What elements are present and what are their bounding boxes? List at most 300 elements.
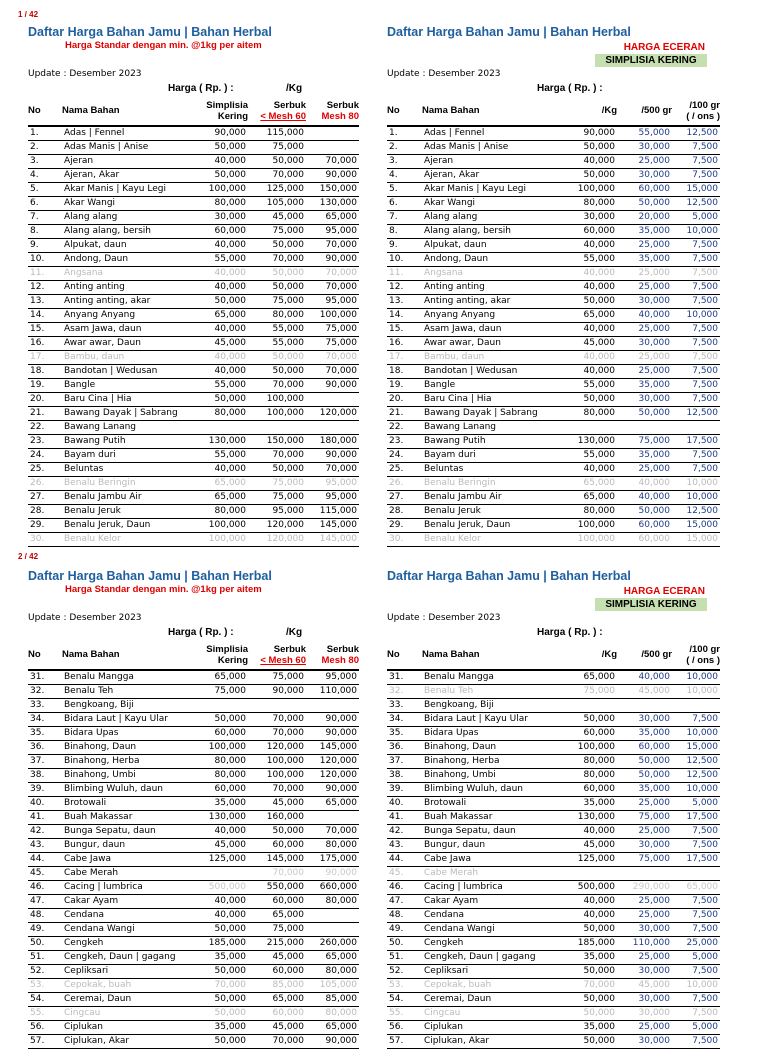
cell-s80: 120,000 [306, 755, 359, 769]
cell-no: 46. [387, 881, 422, 895]
cell-s60: 100,000 [248, 755, 306, 769]
cell-g100: 12,500 [672, 505, 720, 519]
cell-nama: Anting anting, akar [62, 295, 196, 309]
cell-g500: 75,000 [617, 853, 672, 867]
table-row [387, 713, 720, 727]
harga-header: Harga ( Rp. ) : [168, 83, 234, 94]
cell-nama: Bengkoang, Biji [62, 699, 196, 713]
cell-s60: 215,000 [248, 937, 306, 951]
table-row [387, 295, 720, 309]
cell-nama: Awar awar, Daun [422, 337, 562, 351]
cell-kg: 50,000 [562, 993, 617, 1007]
cell-s60: 75,000 [248, 225, 306, 239]
cell-nama: Ciplukan, Akar [422, 1035, 562, 1049]
col-header-serbuk60: Serbuk < Mesh 60 [248, 640, 306, 670]
table-row [28, 769, 359, 783]
cell-simplisia: 40,000 [196, 351, 248, 365]
cell-kg: 185,000 [562, 937, 617, 951]
cell-g500: 35,000 [617, 225, 672, 239]
table-row [28, 197, 359, 211]
cell-no: 48. [387, 909, 422, 923]
cell-kg: 40,000 [562, 365, 617, 379]
cell-g500: 25,000 [617, 825, 672, 839]
cell-simplisia: 40,000 [196, 239, 248, 253]
cell-g500: 40,000 [617, 670, 672, 685]
cell-g100: 7,500 [672, 351, 720, 365]
cell-s60: 120,000 [248, 741, 306, 755]
table-row [387, 155, 720, 169]
cell-no: 9. [387, 239, 422, 253]
table-row [28, 811, 359, 825]
cell-g100: 7,500 [672, 895, 720, 909]
cell-no: 49. [387, 923, 422, 937]
cell-no: 46. [28, 881, 62, 895]
col-header-no: No [28, 96, 62, 126]
right-price-panel [387, 569, 729, 1046]
cell-simplisia: 60,000 [196, 783, 248, 797]
cell-s80: 70,000 [306, 825, 359, 839]
cell-simplisia: 130,000 [196, 435, 248, 449]
cell-s80: 180,000 [306, 435, 359, 449]
cell-no: 12. [387, 281, 422, 295]
cell-s80: 115,000 [306, 505, 359, 519]
cell-s60: 45,000 [248, 211, 306, 225]
cell-simplisia: 40,000 [196, 909, 248, 923]
cell-g100: 7,500 [672, 993, 720, 1007]
table-row [28, 365, 359, 379]
cell-simplisia: 40,000 [196, 323, 248, 337]
cell-kg: 40,000 [562, 463, 617, 477]
table-row [387, 379, 720, 393]
cell-nama: Benalu Jeruk [422, 505, 562, 519]
cell-simplisia: 50,000 [196, 169, 248, 183]
cell-nama: Bawang Lanang [422, 421, 562, 435]
cell-kg: 100,000 [562, 533, 617, 547]
cell-no: 16. [28, 337, 62, 351]
cell-no: 52. [28, 965, 62, 979]
cell-no: 27. [387, 491, 422, 505]
table-row [387, 281, 720, 295]
cell-kg: 40,000 [562, 351, 617, 365]
cell-nama: Cabe Merah [62, 867, 196, 881]
table-row [28, 351, 359, 365]
cell-nama: Benalu Jambu Air [422, 491, 562, 505]
table-row [28, 670, 359, 685]
cell-no: 8. [387, 225, 422, 239]
cell-g100: 15,000 [672, 183, 720, 197]
cell-s60: 50,000 [248, 825, 306, 839]
cell-no: 2. [387, 141, 422, 155]
cell-s80: 70,000 [306, 351, 359, 365]
table-row [387, 365, 720, 379]
cell-simplisia: 80,000 [196, 755, 248, 769]
table-row [28, 965, 359, 979]
cell-no: 5. [28, 183, 62, 197]
cell-g500: 30,000 [617, 393, 672, 407]
cell-kg: 50,000 [562, 1035, 617, 1049]
cell-simplisia [196, 421, 248, 435]
cell-nama: Andong, Daun [62, 253, 196, 267]
cell-s80: 110,000 [306, 685, 359, 699]
cell-nama: Benalu Mangga [422, 670, 562, 685]
cell-s60: 45,000 [248, 797, 306, 811]
cell-simplisia: 55,000 [196, 449, 248, 463]
cell-g100: 7,500 [672, 1035, 720, 1049]
cell-simplisia: 65,000 [196, 491, 248, 505]
cell-nama: Binahong, Herba [422, 755, 562, 769]
table-row [387, 825, 720, 839]
cell-simplisia: 40,000 [196, 895, 248, 909]
cell-kg: 40,000 [562, 155, 617, 169]
cell-nama: Cingcau [62, 1007, 196, 1021]
table-row [387, 449, 720, 463]
cell-no: 38. [387, 769, 422, 783]
cell-g100: 7,500 [672, 155, 720, 169]
cell-simplisia: 80,000 [196, 197, 248, 211]
cell-s80: 95,000 [306, 225, 359, 239]
cell-no: 31. [28, 670, 62, 685]
col-header-nama: Nama Bahan [422, 640, 562, 670]
cell-simplisia: 35,000 [196, 1021, 248, 1035]
table-row [28, 253, 359, 267]
cell-nama: Binahong, Daun [62, 741, 196, 755]
cell-s80: 80,000 [306, 1007, 359, 1021]
cell-simplisia: 65,000 [196, 309, 248, 323]
cell-nama: Ceremai, Daun [422, 993, 562, 1007]
cell-nama: Benalu Kelor [62, 533, 196, 547]
cell-kg: 40,000 [562, 825, 617, 839]
table-row [387, 853, 720, 867]
cell-nama: Cengkeh, Daun | gagang [62, 951, 196, 965]
cell-simplisia: 100,000 [196, 741, 248, 755]
cell-no: 18. [387, 365, 422, 379]
cell-nama: Bungur, daun [422, 839, 562, 853]
cell-g500: 35,000 [617, 449, 672, 463]
cell-nama: Asam Jawa, daun [422, 323, 562, 337]
cell-g100: 7,500 [672, 141, 720, 155]
cell-g500: 30,000 [617, 295, 672, 309]
cell-nama: Anting anting [422, 281, 562, 295]
cell-simplisia: 50,000 [196, 295, 248, 309]
table-row [387, 351, 720, 365]
col-header-simplisia: Simplisia Kering [196, 640, 248, 670]
table-row [28, 239, 359, 253]
price-table-right [387, 96, 720, 547]
cell-g100: 10,000 [672, 670, 720, 685]
cell-no: 17. [28, 351, 62, 365]
cell-simplisia: 50,000 [196, 923, 248, 937]
cell-nama: Benalu Beringin [422, 477, 562, 491]
cell-g500 [617, 699, 672, 713]
table-row [28, 126, 359, 141]
col-header-500gr: /500 gr [617, 640, 672, 670]
cell-g100: 17,500 [672, 435, 720, 449]
cell-simplisia: 35,000 [196, 797, 248, 811]
cell-nama: Ciplukan [62, 1021, 196, 1035]
cell-g100: 5,000 [672, 951, 720, 965]
cell-s80 [306, 811, 359, 825]
cell-simplisia: 65,000 [196, 477, 248, 491]
cell-no: 38. [28, 769, 62, 783]
cell-g500: 45,000 [617, 979, 672, 993]
cell-nama: Anting anting [62, 281, 196, 295]
cell-nama: Ajeran, Akar [422, 169, 562, 183]
cell-no: 10. [387, 253, 422, 267]
cell-kg: 55,000 [562, 379, 617, 393]
col-header-simplisia: Simplisia Kering [196, 96, 248, 126]
cell-kg: 500,000 [562, 881, 617, 895]
table-row [387, 267, 720, 281]
cell-simplisia: 185,000 [196, 937, 248, 951]
cell-nama: Andong, Daun [422, 253, 562, 267]
cell-s80 [306, 421, 359, 435]
cell-s60: 55,000 [248, 337, 306, 351]
table-row [28, 323, 359, 337]
cell-simplisia: 100,000 [196, 519, 248, 533]
cell-s60: 100,000 [248, 393, 306, 407]
cell-simplisia: 500,000 [196, 881, 248, 895]
cell-s60: 70,000 [248, 169, 306, 183]
cell-s60: 90,000 [248, 685, 306, 699]
simplisia-kering-badge: SIMPLISIA KERING [595, 598, 707, 611]
cell-nama: Bayam duri [422, 449, 562, 463]
cell-no: 17. [387, 351, 422, 365]
cell-kg [562, 867, 617, 881]
cell-nama: Bayam duri [62, 449, 196, 463]
cell-s60: 150,000 [248, 435, 306, 449]
cell-s60: 160,000 [248, 811, 306, 825]
panel-title: Daftar Harga Bahan Jamu | Bahan Herbal [387, 25, 631, 39]
cell-g100: 7,500 [672, 365, 720, 379]
table-row [387, 169, 720, 183]
cell-nama: Bandotan | Wedusan [422, 365, 562, 379]
cell-s60: 75,000 [248, 923, 306, 937]
cell-simplisia: 40,000 [196, 155, 248, 169]
cell-no: 48. [28, 909, 62, 923]
cell-s60: 70,000 [248, 253, 306, 267]
cell-nama: Bidara Laut | Kayu Ular [62, 713, 196, 727]
table-row [387, 126, 720, 141]
table-row [387, 811, 720, 825]
cell-g100: 7,500 [672, 1007, 720, 1021]
cell-g100: 7,500 [672, 379, 720, 393]
cell-no: 57. [387, 1035, 422, 1049]
cell-nama: Buah Makassar [62, 811, 196, 825]
table-row [387, 769, 720, 783]
cell-kg: 50,000 [562, 965, 617, 979]
cell-nama: Binahong, Umbi [62, 769, 196, 783]
cell-kg: 50,000 [562, 1007, 617, 1021]
cell-g100: 65,000 [672, 881, 720, 895]
cell-kg: 35,000 [562, 1021, 617, 1035]
cell-g500: 35,000 [617, 253, 672, 267]
table-row [387, 965, 720, 979]
col-header-serbuk80: Serbuk Mesh 80 [306, 96, 359, 126]
cell-nama: Bidara Laut | Kayu Ular [422, 713, 562, 727]
cell-nama: Cendana [62, 909, 196, 923]
cell-kg: 80,000 [562, 197, 617, 211]
cell-simplisia: 60,000 [196, 727, 248, 741]
table-row [28, 309, 359, 323]
cell-nama: Benalu Beringin [62, 477, 196, 491]
cell-g500: 60,000 [617, 183, 672, 197]
cell-kg: 50,000 [562, 141, 617, 155]
cell-g100: 7,500 [672, 281, 720, 295]
cell-no: 1. [28, 126, 62, 141]
cell-s80: 105,000 [306, 979, 359, 993]
cell-nama: Cepliksari [62, 965, 196, 979]
table-row [387, 727, 720, 741]
table-row [28, 379, 359, 393]
cell-g500: 35,000 [617, 727, 672, 741]
table-row [28, 533, 359, 547]
cell-g100: 12,500 [672, 407, 720, 421]
cell-g100: 10,000 [672, 225, 720, 239]
cell-s60: 80,000 [248, 309, 306, 323]
cell-s80: 175,000 [306, 853, 359, 867]
table-row [28, 155, 359, 169]
table-row [387, 979, 720, 993]
cell-no: 39. [28, 783, 62, 797]
cell-kg: 40,000 [562, 281, 617, 295]
cell-no: 42. [28, 825, 62, 839]
table-row [387, 783, 720, 797]
cell-no: 9. [28, 239, 62, 253]
cell-g100: 10,000 [672, 491, 720, 505]
update-label: Update : Desember 2023 [28, 613, 142, 623]
table-row [387, 421, 720, 435]
cell-nama: Baru Cina | Hia [422, 393, 562, 407]
cell-nama: Bungur, daun [62, 839, 196, 853]
cell-nama: Bandotan | Wedusan [62, 365, 196, 379]
cell-nama: Adas Manis | Anise [422, 141, 562, 155]
cell-kg [562, 421, 617, 435]
col-header-serbuk80: Serbuk Mesh 80 [306, 640, 359, 670]
cell-g500: 30,000 [617, 713, 672, 727]
cell-s80: 90,000 [306, 253, 359, 267]
cell-s60: 50,000 [248, 155, 306, 169]
cell-s80: 100,000 [306, 309, 359, 323]
left-price-panel [28, 569, 370, 1046]
cell-nama: Cendana Wangi [422, 923, 562, 937]
cell-s80: 90,000 [306, 449, 359, 463]
cell-nama: Beluntas [422, 463, 562, 477]
cell-s60: 95,000 [248, 505, 306, 519]
cell-s60: 70,000 [248, 1035, 306, 1049]
cell-nama: Bawang Lanang [62, 421, 196, 435]
cell-nama: Ajeran [422, 155, 562, 169]
col-header-no: No [387, 640, 422, 670]
cell-kg: 30,000 [562, 211, 617, 225]
cell-s60: 105,000 [248, 197, 306, 211]
cell-nama: Cabe Jawa [62, 853, 196, 867]
cell-g100: 10,000 [672, 309, 720, 323]
cell-no: 41. [28, 811, 62, 825]
table-row [28, 699, 359, 713]
table-row [387, 239, 720, 253]
cell-s80: 90,000 [306, 713, 359, 727]
cell-nama: Cendana Wangi [62, 923, 196, 937]
cell-g500: 75,000 [617, 811, 672, 825]
cell-s80 [306, 393, 359, 407]
cell-s60: 75,000 [248, 295, 306, 309]
cell-s80: 70,000 [306, 155, 359, 169]
table-row [28, 211, 359, 225]
table-row [387, 393, 720, 407]
cell-kg: 65,000 [562, 491, 617, 505]
harga-eceran-label: HARGA ECERAN [623, 42, 705, 53]
table-row [387, 797, 720, 811]
cell-s60: 60,000 [248, 839, 306, 853]
cell-nama: Cendana [422, 909, 562, 923]
table-row [28, 491, 359, 505]
cell-simplisia: 50,000 [196, 393, 248, 407]
cell-nama: Brotowali [422, 797, 562, 811]
cell-g100: 17,500 [672, 853, 720, 867]
cell-simplisia: 130,000 [196, 811, 248, 825]
cell-nama: Cakar Ayam [422, 895, 562, 909]
cell-no: 26. [28, 477, 62, 491]
cell-nama: Benalu Teh [422, 685, 562, 699]
harga-header: Harga ( Rp. ) : [168, 627, 234, 638]
cell-s80: 145,000 [306, 741, 359, 755]
table-row [387, 225, 720, 239]
cell-nama: Binahong, Daun [422, 741, 562, 755]
cell-g500: 60,000 [617, 519, 672, 533]
cell-no: 54. [387, 993, 422, 1007]
col-header-kg: /Kg [562, 640, 617, 670]
table-row [28, 183, 359, 197]
cell-no: 14. [28, 309, 62, 323]
price-table-right [387, 640, 720, 1049]
col-header-no: No [387, 96, 422, 126]
cell-kg: 80,000 [562, 407, 617, 421]
cell-s80: 120,000 [306, 769, 359, 783]
cell-g100: 7,500 [672, 449, 720, 463]
cell-no: 49. [28, 923, 62, 937]
cell-g100: 12,500 [672, 769, 720, 783]
cell-nama: Anyang Anyang [62, 309, 196, 323]
cell-kg: 125,000 [562, 853, 617, 867]
cell-s60: 60,000 [248, 895, 306, 909]
cell-g500: 25,000 [617, 239, 672, 253]
table-row [387, 1021, 720, 1035]
cell-nama: Akar Wangi [422, 197, 562, 211]
cell-s80: 90,000 [306, 169, 359, 183]
cell-s80: 95,000 [306, 295, 359, 309]
cell-kg: 65,000 [562, 309, 617, 323]
cell-g100: 10,000 [672, 727, 720, 741]
cell-nama: Buah Makassar [422, 811, 562, 825]
cell-g100: 7,500 [672, 169, 720, 183]
cell-nama: Cabe Jawa [422, 853, 562, 867]
cell-g100: 7,500 [672, 239, 720, 253]
table-row [28, 281, 359, 295]
cell-g100: 12,500 [672, 755, 720, 769]
cell-g100: 7,500 [672, 923, 720, 937]
cell-nama: Cacing | lumbrica [62, 881, 196, 895]
cell-no: 28. [387, 505, 422, 519]
cell-no: 21. [387, 407, 422, 421]
table-row [28, 881, 359, 895]
cell-nama: Akar Manis | Kayu Legi [62, 183, 196, 197]
cell-s60: 50,000 [248, 365, 306, 379]
cell-nama: Benalu Kelor [422, 533, 562, 547]
cell-no: 35. [387, 727, 422, 741]
cell-no: 32. [387, 685, 422, 699]
cell-g500: 25,000 [617, 155, 672, 169]
cell-nama: Bawang Putih [422, 435, 562, 449]
